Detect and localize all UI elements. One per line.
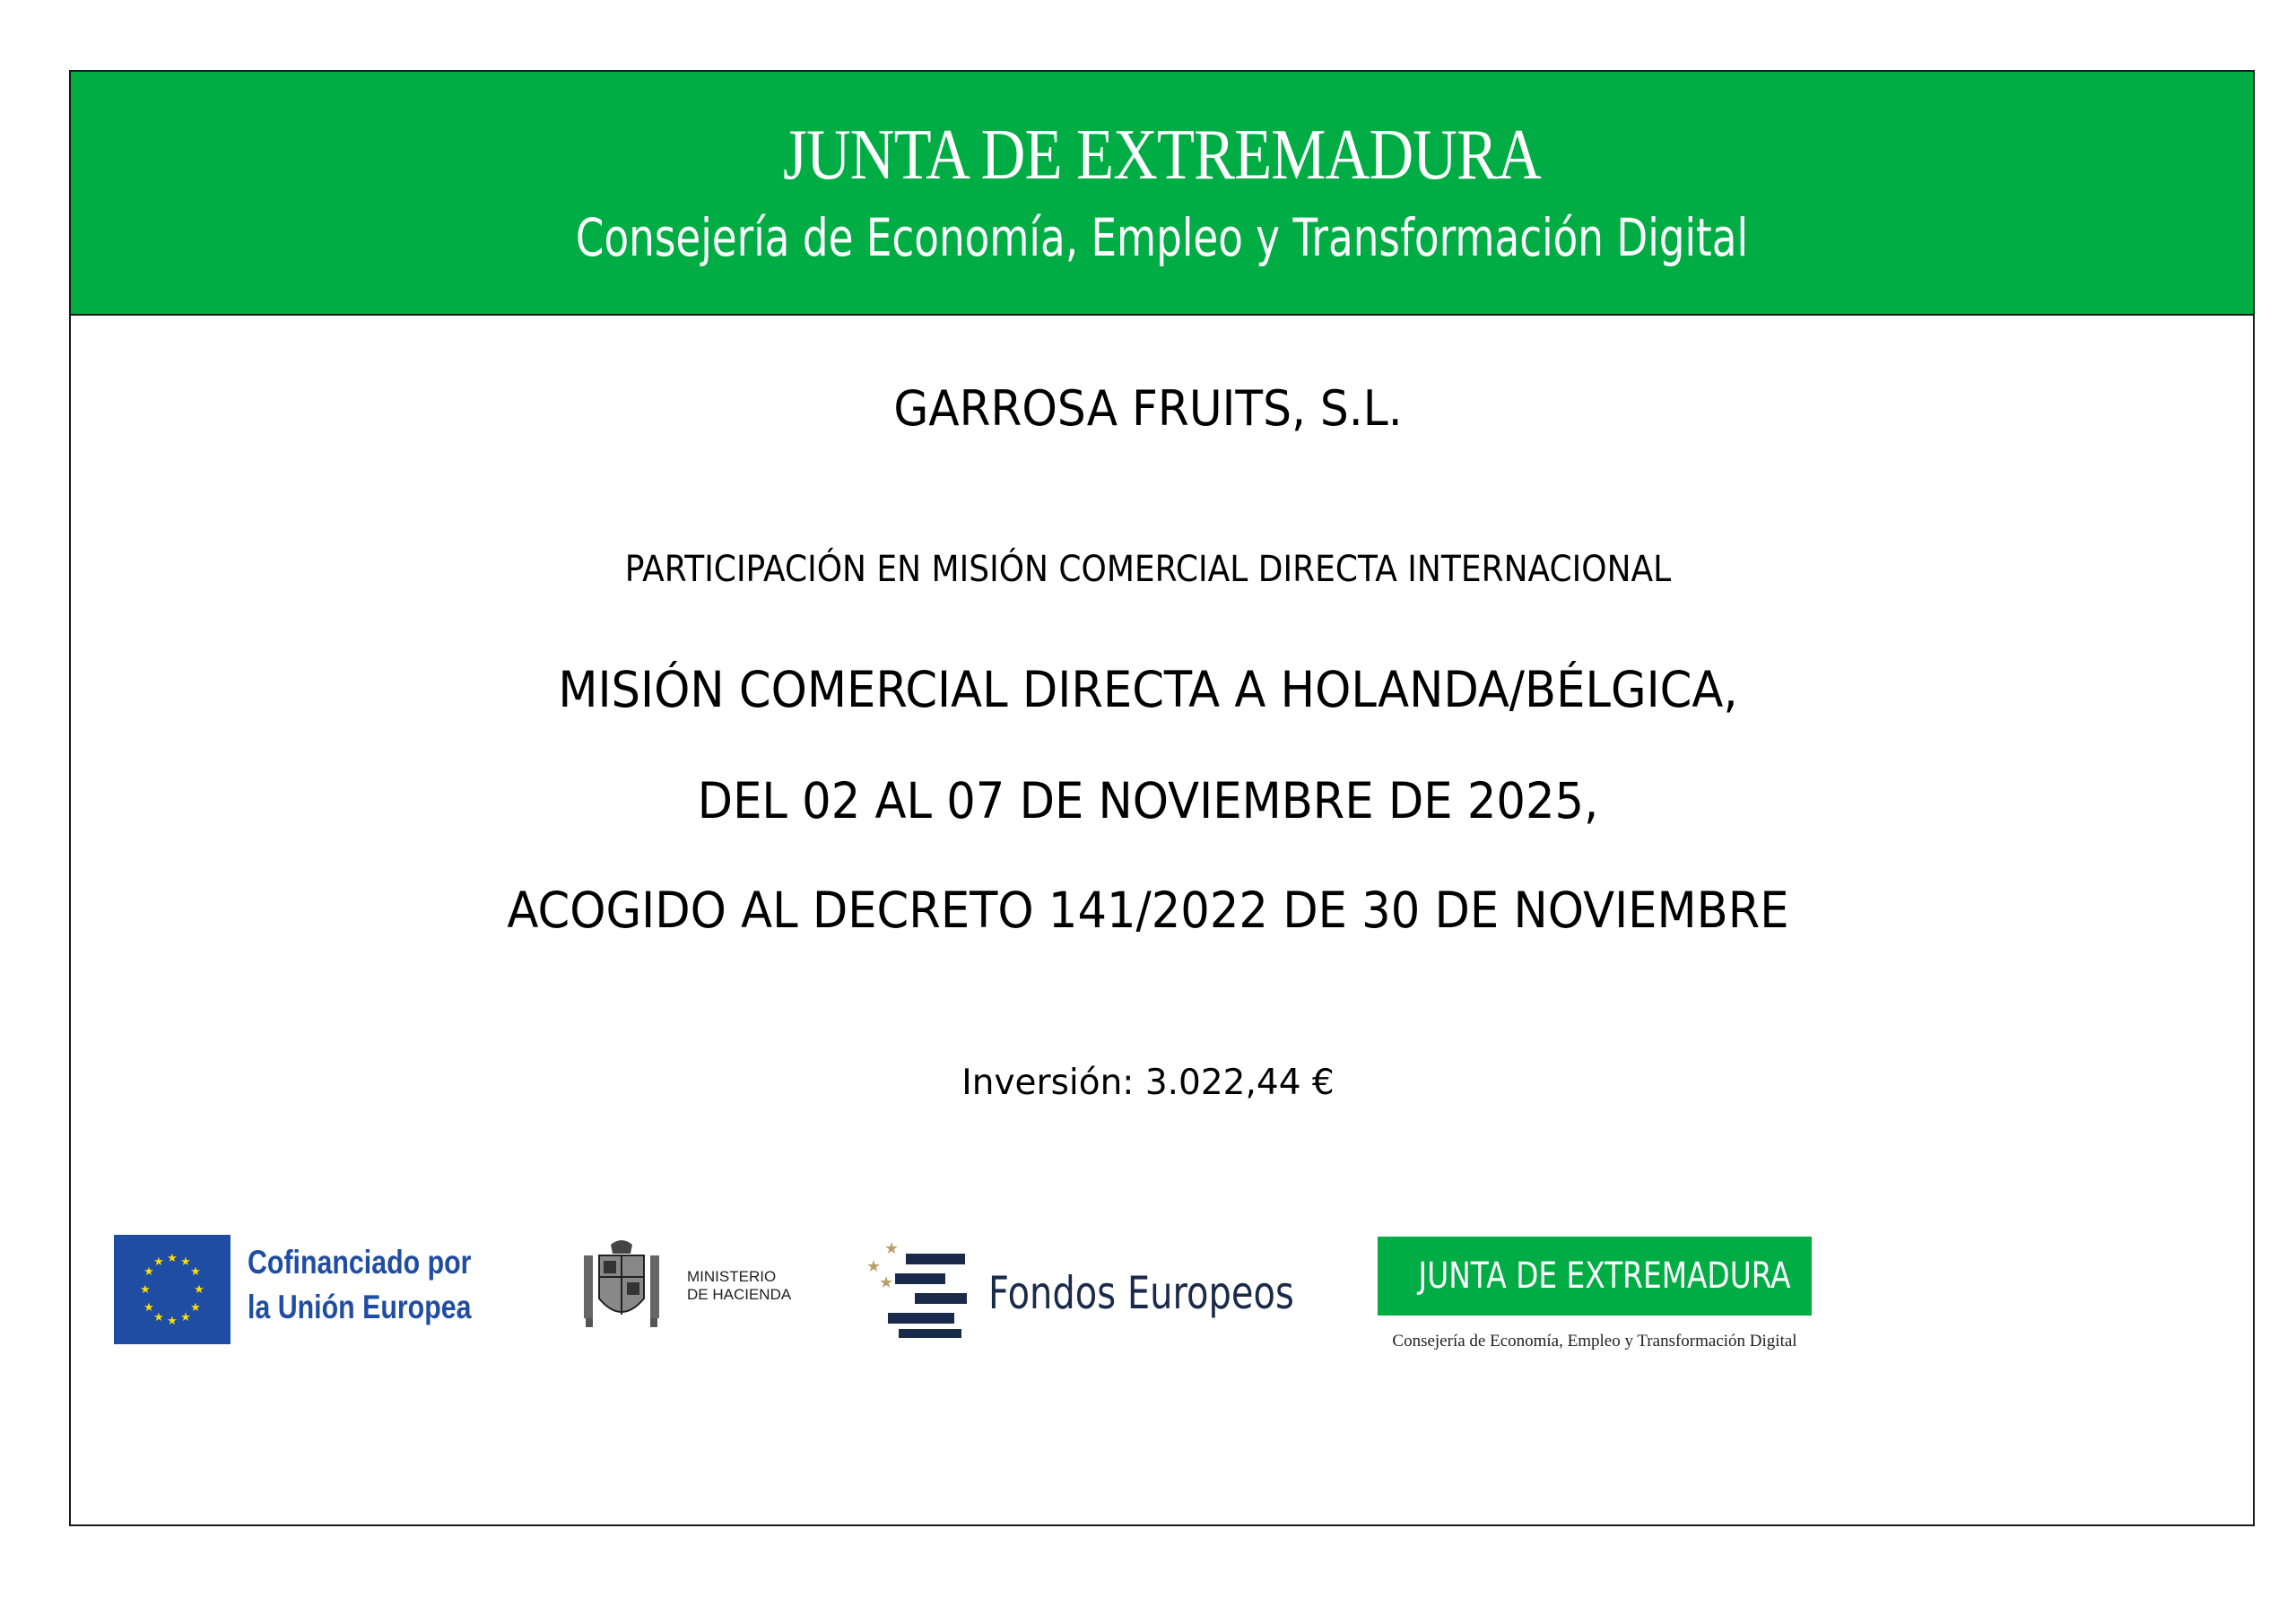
ministerio-line1: MINISTERIO	[687, 1268, 777, 1285]
participation-line: PARTICIPACIÓN EN MISIÓN COMERCIAL DIRECTA INTERNACIONAL	[624, 549, 1672, 590]
dates-line: DEL 02 AL 07 DE NOVIEMBRE DE 2025,	[697, 772, 1599, 829]
junta-logo-title: JUNTA DE EXTREMADURA	[1418, 1255, 1791, 1297]
fondos-europeos-icon	[861, 1236, 979, 1343]
svg-text:★: ★	[153, 1311, 164, 1324]
svg-text:★: ★	[866, 1257, 882, 1276]
eu-flag-icon	[114, 1235, 230, 1344]
ministerio-line2: DE HACIENDA	[687, 1286, 792, 1303]
junta-logo-subtitle: Consejería de Economía, Empleo y Transformación Digital	[1392, 1332, 1797, 1350]
svg-text:★: ★	[190, 1301, 201, 1315]
svg-text:★: ★	[144, 1265, 154, 1279]
company-name: GARROSA FRUITS, S.L.	[893, 380, 1403, 437]
svg-text:★: ★	[884, 1239, 900, 1258]
eu-logo-line2: la Unión Europea	[248, 1289, 472, 1325]
svg-text:★: ★	[167, 1315, 178, 1328]
decree-line: ACOGIDO AL DECRETO 141/2022 DE 30 DE NOVIEMBRE	[507, 881, 1789, 939]
junta-logo-box	[1378, 1237, 1812, 1316]
eu-logo-line1: Cofinanciado por	[248, 1244, 472, 1281]
svg-text:★: ★	[140, 1283, 151, 1297]
header-title: JUNTA DE EXTREMADURA	[783, 116, 1541, 195]
mission-line: MISIÓN COMERCIAL DIRECTA A HOLANDA/BÉLGICA,	[558, 661, 1738, 718]
fondos-europeos-text: Fondos Europeos	[988, 1267, 1294, 1319]
svg-text:★: ★	[180, 1311, 191, 1324]
svg-text:★: ★	[167, 1252, 178, 1265]
ministerio-logo-text	[687, 1268, 791, 1304]
svg-text:★: ★	[180, 1255, 191, 1269]
header-subtitle: Consejería de Economía, Empleo y Transformación Digital	[575, 207, 1749, 268]
svg-text:★: ★	[144, 1301, 154, 1315]
svg-text:★: ★	[194, 1283, 204, 1297]
svg-text:★: ★	[190, 1265, 201, 1279]
svg-text:★: ★	[153, 1255, 164, 1269]
eu-logo-text	[248, 1240, 471, 1330]
svg-text:★: ★	[879, 1273, 894, 1292]
spain-coat-of-arms-icon	[577, 1236, 666, 1334]
investment-line: Inversión: 3.022,44 €	[961, 1063, 1335, 1103]
header-band	[71, 72, 2253, 316]
